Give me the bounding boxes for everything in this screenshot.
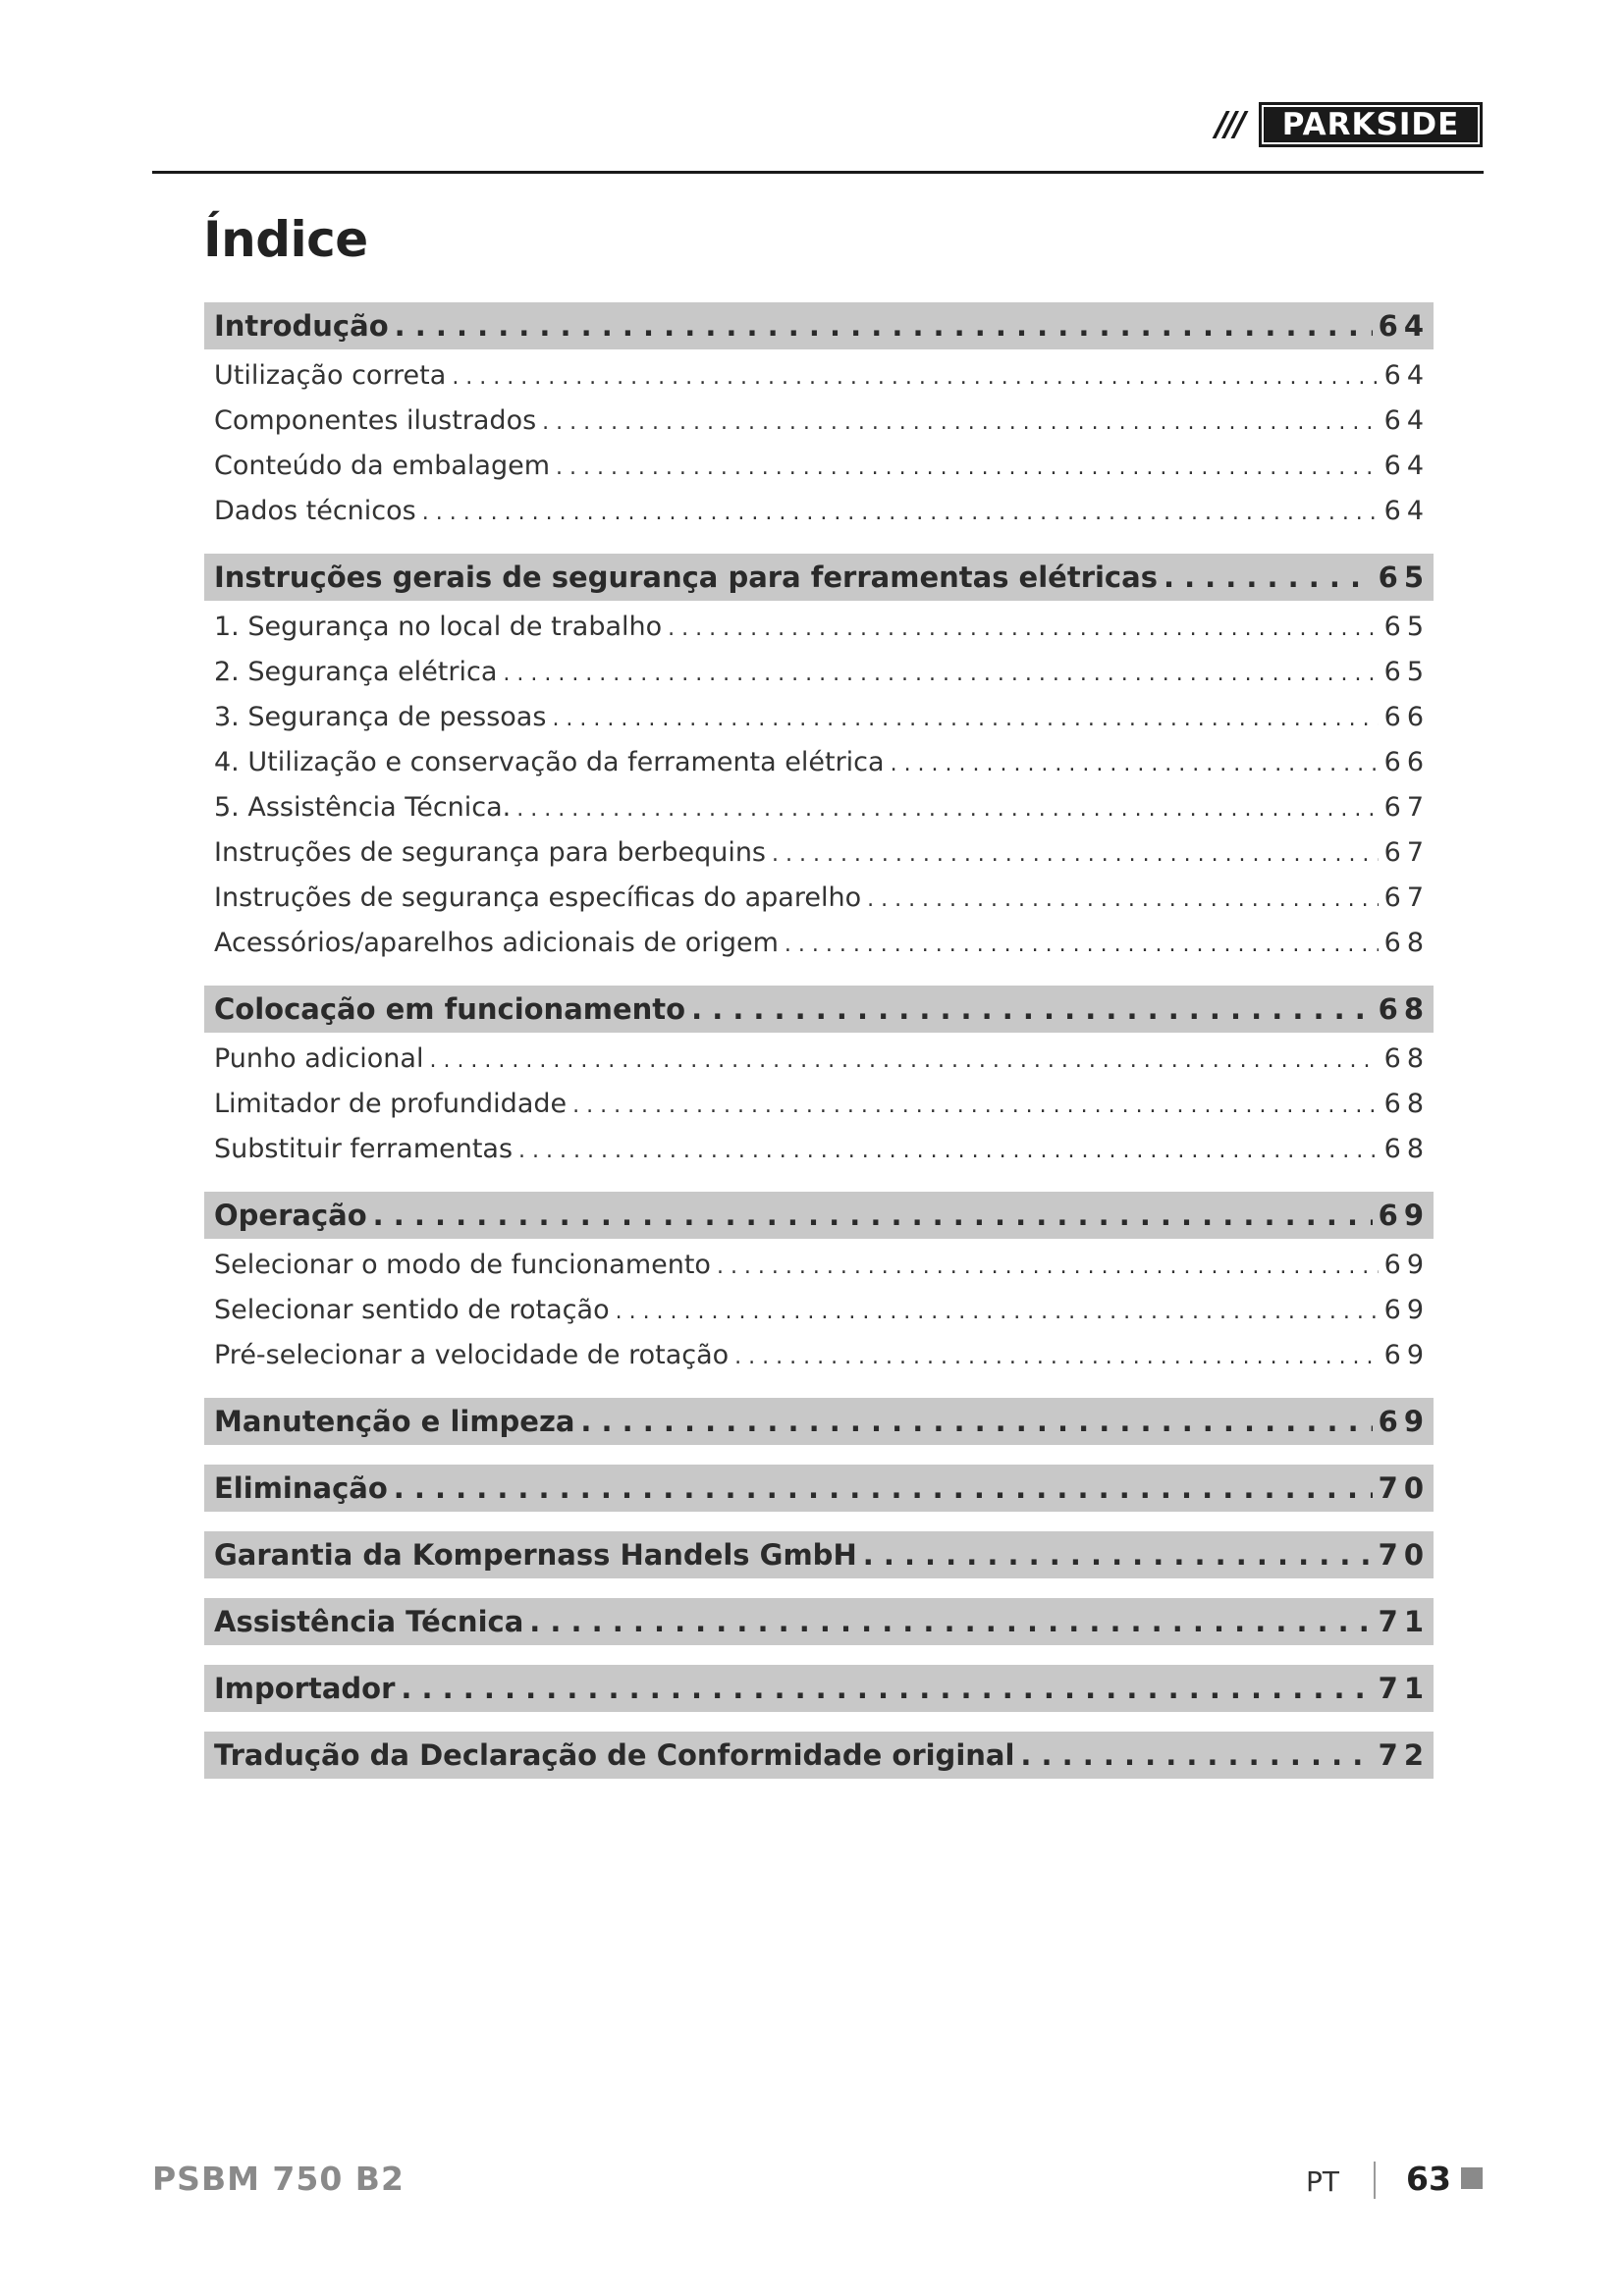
footer-square-mark <box>1461 2167 1483 2189</box>
toc-page-number: 69 <box>1383 1295 1430 1325</box>
toc-label: Eliminação <box>214 1471 388 1505</box>
toc-entry <box>204 1082 1434 1127</box>
toc-page-number: 66 <box>1383 702 1430 732</box>
toc-entry <box>204 605 1434 650</box>
toc-entry <box>204 695 1434 740</box>
toc-entry <box>204 921 1434 966</box>
toc-label: Pré-selecionar a velocidade de rotação <box>214 1340 730 1370</box>
toc-page-number: 68 <box>1383 1134 1430 1164</box>
footer-page-number: 63 <box>1406 2160 1451 2198</box>
parkside-logo <box>1200 102 1483 147</box>
toc-label: Assistência Técnica <box>214 1605 524 1638</box>
toc-leader-dots <box>373 1192 1373 1239</box>
toc-leader-dots <box>395 302 1373 349</box>
toc-page-number: 67 <box>1383 792 1430 823</box>
toc-leader-dots <box>556 446 1379 489</box>
toc-label: Utilização correta <box>214 360 447 391</box>
toc-leader-dots <box>772 832 1379 876</box>
toc-leader-dots <box>863 1531 1373 1578</box>
toc-leader-dots <box>668 607 1378 650</box>
toc-leader-dots <box>529 1598 1372 1645</box>
toc-label: Manutenção e limpeza <box>214 1405 575 1438</box>
toc-label: Conteúdo da embalagem <box>214 451 550 481</box>
footer-separator <box>1374 2162 1376 2199</box>
toc-entry <box>204 740 1434 785</box>
toc-label: Instruções de segurança específicas do aparelho <box>214 882 862 913</box>
toc-label: 5. Assistência Técnica. <box>214 792 512 823</box>
toc-page-number: 69 <box>1378 1199 1430 1232</box>
toc-page-number: 65 <box>1383 612 1430 642</box>
toc-leader-dots <box>1164 554 1373 601</box>
page-title: Índice <box>203 211 368 268</box>
toc-leader-dots <box>503 652 1378 695</box>
toc-page-number: 67 <box>1383 882 1430 913</box>
toc-label: 3. Segurança de pessoas <box>214 702 547 732</box>
toc-entry <box>204 876 1434 921</box>
footer-model: PSBM 750 B2 <box>152 2160 405 2198</box>
toc-label: Componentes ilustrados <box>214 405 537 436</box>
toc-entry <box>204 353 1434 399</box>
toc-label: 2. Segurança elétrica <box>214 657 498 687</box>
toc-label: Importador <box>214 1672 396 1705</box>
toc-label: Selecionar sentido de rotação <box>214 1295 610 1325</box>
toc-page-number: 68 <box>1378 992 1430 1026</box>
toc-leader-dots <box>785 923 1379 966</box>
toc-entry <box>204 1243 1434 1288</box>
toc-section-heading <box>204 1732 1434 1779</box>
toc-label: Tradução da Declaração de Conformidade original <box>214 1738 1015 1772</box>
toc-page-number: 68 <box>1383 928 1430 958</box>
logo-stripes: /// <box>1215 105 1244 144</box>
toc-label: Punho adicional <box>214 1043 424 1074</box>
toc-leader-dots <box>552 697 1378 740</box>
toc-leader-dots <box>422 491 1379 534</box>
toc-page-number: 71 <box>1378 1605 1430 1638</box>
toc-leader-dots <box>572 1084 1379 1127</box>
toc-leader-dots <box>616 1290 1379 1333</box>
toc-section-heading <box>204 1665 1434 1712</box>
toc-page-number: 69 <box>1378 1405 1430 1438</box>
toc-entry <box>204 399 1434 444</box>
toc-section-heading <box>204 1465 1434 1512</box>
toc-label: 4. Utilização e conservação da ferramenta elétrica <box>214 747 885 777</box>
toc-leader-dots <box>516 787 1378 830</box>
toc-page-number: 64 <box>1383 496 1430 526</box>
toc-page-number: 64 <box>1383 405 1430 436</box>
toc-page-number: 70 <box>1378 1471 1430 1505</box>
toc-page-number: 68 <box>1383 1089 1430 1119</box>
toc-entry <box>204 650 1434 695</box>
toc-entry <box>204 830 1434 876</box>
toc-page-number: 65 <box>1378 561 1430 594</box>
toc-entry <box>204 1288 1434 1333</box>
toc-label: Acessórios/aparelhos adicionais de origem <box>214 928 779 958</box>
toc-leader-dots <box>1020 1732 1372 1779</box>
toc-page-number: 64 <box>1378 309 1430 343</box>
toc-leader-dots <box>518 1129 1379 1172</box>
toc-leader-dots <box>580 1398 1372 1445</box>
toc-section-heading <box>204 986 1434 1033</box>
toc-leader-dots <box>542 400 1378 444</box>
toc-entry <box>204 1333 1434 1378</box>
toc-label: Selecionar o modo de funcionamento <box>214 1250 711 1280</box>
toc-page-number: 67 <box>1383 837 1430 868</box>
header-rule <box>152 171 1484 174</box>
toc-label: Instruções gerais de segurança para ferramentas elétricas <box>214 561 1158 594</box>
toc-entry <box>204 1037 1434 1082</box>
toc-label: Operação <box>214 1199 367 1232</box>
toc-section-heading <box>204 1598 1434 1645</box>
toc-leader-dots <box>717 1245 1379 1288</box>
toc-entry <box>204 1127 1434 1172</box>
toc-page-number: 64 <box>1383 451 1430 481</box>
toc-leader-dots <box>891 742 1379 785</box>
logo-wordmark: PARKSIDE <box>1259 102 1483 147</box>
toc-entry <box>204 444 1434 489</box>
toc-label: Limitador de profundidade <box>214 1089 568 1119</box>
toc-label: Dados técnicos <box>214 496 416 526</box>
toc-page-number: 69 <box>1383 1250 1430 1280</box>
toc-section-heading <box>204 554 1434 601</box>
toc-label: Instruções de segurança para berbequins <box>214 837 767 868</box>
toc-leader-dots <box>401 1665 1372 1712</box>
toc-label: Garantia da Kompernass Handels GmbH <box>214 1538 857 1572</box>
toc-page-number: 65 <box>1383 657 1430 687</box>
toc-section-heading <box>204 1192 1434 1239</box>
toc-leader-dots <box>429 1039 1378 1082</box>
toc-label: 1. Segurança no local de trabalho <box>214 612 663 642</box>
footer-language: PT <box>1306 2165 1339 2198</box>
table-of-contents <box>204 302 1434 1779</box>
toc-label: Colocação em funcionamento <box>214 992 686 1026</box>
toc-page-number: 69 <box>1383 1340 1430 1370</box>
toc-entry <box>204 785 1434 830</box>
toc-leader-dots <box>394 1465 1373 1512</box>
toc-page-number: 70 <box>1378 1538 1430 1572</box>
toc-leader-dots <box>867 878 1379 921</box>
toc-page-number: 66 <box>1383 747 1430 777</box>
toc-leader-dots <box>691 986 1373 1033</box>
toc-label: Substituir ferramentas <box>214 1134 514 1164</box>
toc-page-number: 72 <box>1378 1738 1430 1772</box>
toc-leader-dots <box>452 355 1378 399</box>
toc-section-heading <box>204 1398 1434 1445</box>
toc-page-number: 64 <box>1383 360 1430 391</box>
toc-section-heading <box>204 302 1434 349</box>
toc-page-number: 71 <box>1378 1672 1430 1705</box>
toc-entry <box>204 489 1434 534</box>
toc-leader-dots <box>734 1335 1378 1378</box>
toc-page-number: 68 <box>1383 1043 1430 1074</box>
toc-section-heading <box>204 1531 1434 1578</box>
toc-label: Introdução <box>214 309 389 343</box>
